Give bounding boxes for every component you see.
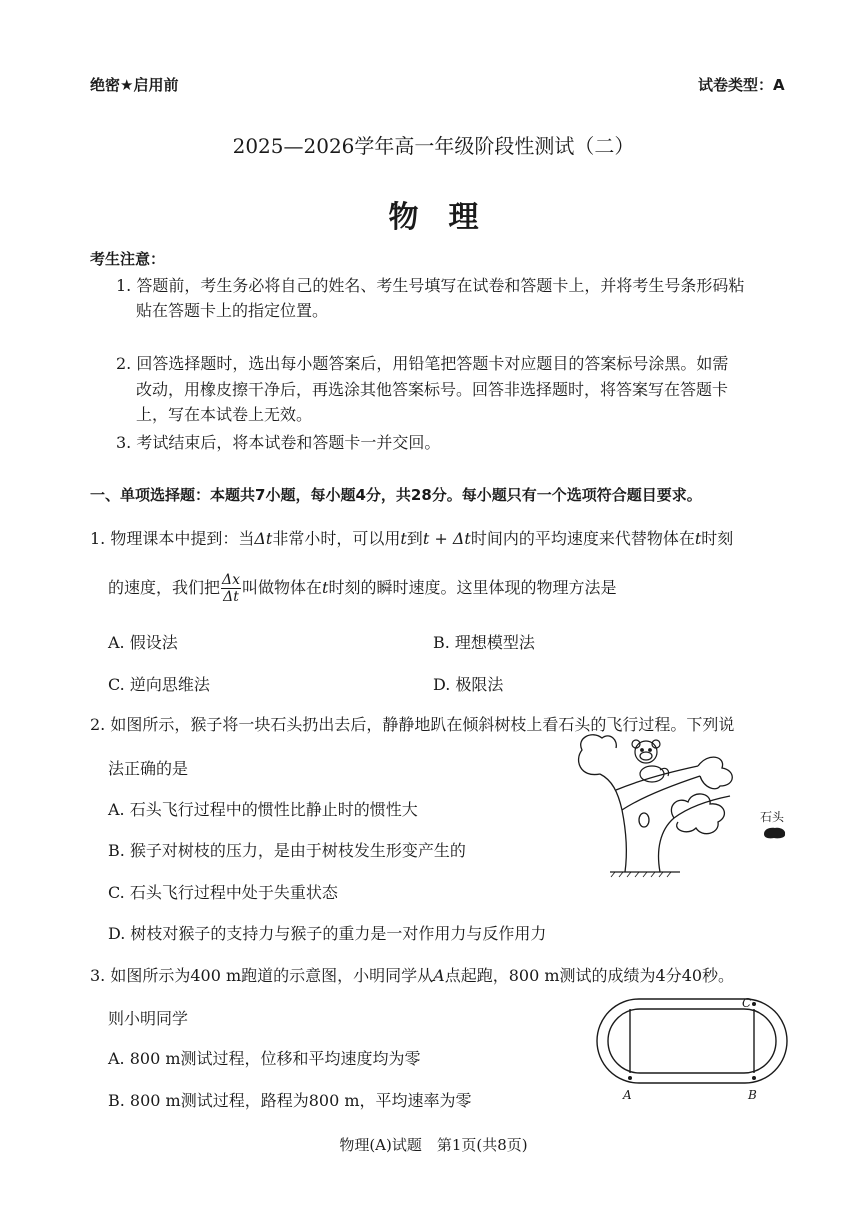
- point-c-marker: [752, 1002, 756, 1006]
- section-heading: 一、单项选择题：本题共7小题，每小题4分，共28分。每小题只有一个选项符合题目要求。: [90, 486, 702, 504]
- page-footer: 物理(A)试题 第1页(共8页): [339, 1136, 528, 1154]
- running-track-figure: [594, 996, 790, 1086]
- question-1-line-1: 1. 物理课本中提到：当Δt非常小时，可以用t到t + Δt时间内的平均速度来代替物体在t时刻: [90, 529, 734, 548]
- question-2-line-2: 法正确的是: [108, 759, 189, 778]
- question-1-line-2: 的速度，我们把 $\frac{\Delta x}{\Delta t}$ 叫做物体在t时刻的瞬时速度。这里体现的物理方法是: [108, 572, 617, 605]
- notice-item: 3. 考试结束后，将本试卷和答题卡一并交回。: [116, 433, 441, 452]
- point-a-label: A: [623, 1088, 632, 1102]
- exam-title: 2025—2026学年高一年级阶段性测试（二）: [232, 134, 635, 158]
- notice-item: 1. 答题前，考生务必将自己的姓名、考生号填写在试卷和答题卡上，并将考生号条形码粘: [116, 276, 745, 295]
- notice-item: 改动，用橡皮擦干净后，再选涂其他答案标号。回答非选择题时，将答案写在答题卡: [136, 380, 729, 399]
- notice-heading: 考生注意：: [90, 250, 166, 268]
- paper-type-label: 试卷类型：A: [698, 76, 785, 94]
- delta-x-over-delta-t: $\frac{\Delta x}{\Delta t}$: [222, 572, 241, 605]
- confidential-label: 绝密★启用前: [90, 76, 179, 94]
- subject-title: 物 理: [388, 200, 479, 235]
- question-2-option-a: A. 石头飞行过程中的惯性比静止时的惯性大: [108, 800, 418, 819]
- monkey-icon: [632, 740, 669, 782]
- notice-item: 2. 回答选择题时，选出每小题答案后，用铅笔把答题卡对应题目的答案标号涂黑。如需: [116, 354, 729, 373]
- question-3-option-a: A. 800 m测试过程，位移和平均速度均为零: [108, 1049, 421, 1068]
- question-3-line-1: 3. 如图所示为400 m跑道的示意图，小明同学从A点起跑，800 m测试的成绩为4分40秒。: [90, 966, 735, 985]
- question-2-option-d: D. 树枝对猴子的支持力与猴子的重力是一对作用力与反作用力: [108, 924, 547, 943]
- stone-icon: [762, 826, 788, 840]
- point-c-label: C: [742, 996, 752, 1010]
- point-b-label: B: [748, 1088, 757, 1102]
- question-1-option-c: C. 逆向思维法: [108, 675, 210, 694]
- notice-item: 上，写在本试卷上无效。: [136, 405, 313, 424]
- question-1-option-a: A. 假设法: [108, 633, 178, 652]
- question-3-line-2: 则小明同学: [108, 1009, 189, 1028]
- question-1-option-d: D. 极限法: [433, 675, 504, 694]
- monkey-tree-figure: [570, 730, 760, 880]
- point-a-marker: [628, 1076, 632, 1080]
- notice-item: 贴在答题卡上的指定位置。: [136, 301, 329, 320]
- question-2-line-1: 2. 如图所示，猴子将一块石头扔出去后，静静地趴在倾斜树枝上看石头的飞行过程。下列说: [90, 715, 735, 734]
- question-1-option-b: B. 理想模型法: [433, 633, 535, 652]
- stone-label: 石头: [760, 810, 785, 824]
- point-b-marker: [752, 1076, 756, 1080]
- question-2-option-c: C. 石头飞行过程中处于失重状态: [108, 883, 338, 902]
- question-2-option-b: B. 猴子对树枝的压力，是由于树枝发生形变产生的: [108, 841, 466, 860]
- question-3-option-b: B. 800 m测试过程，路程为800 m，平均速率为零: [108, 1091, 472, 1110]
